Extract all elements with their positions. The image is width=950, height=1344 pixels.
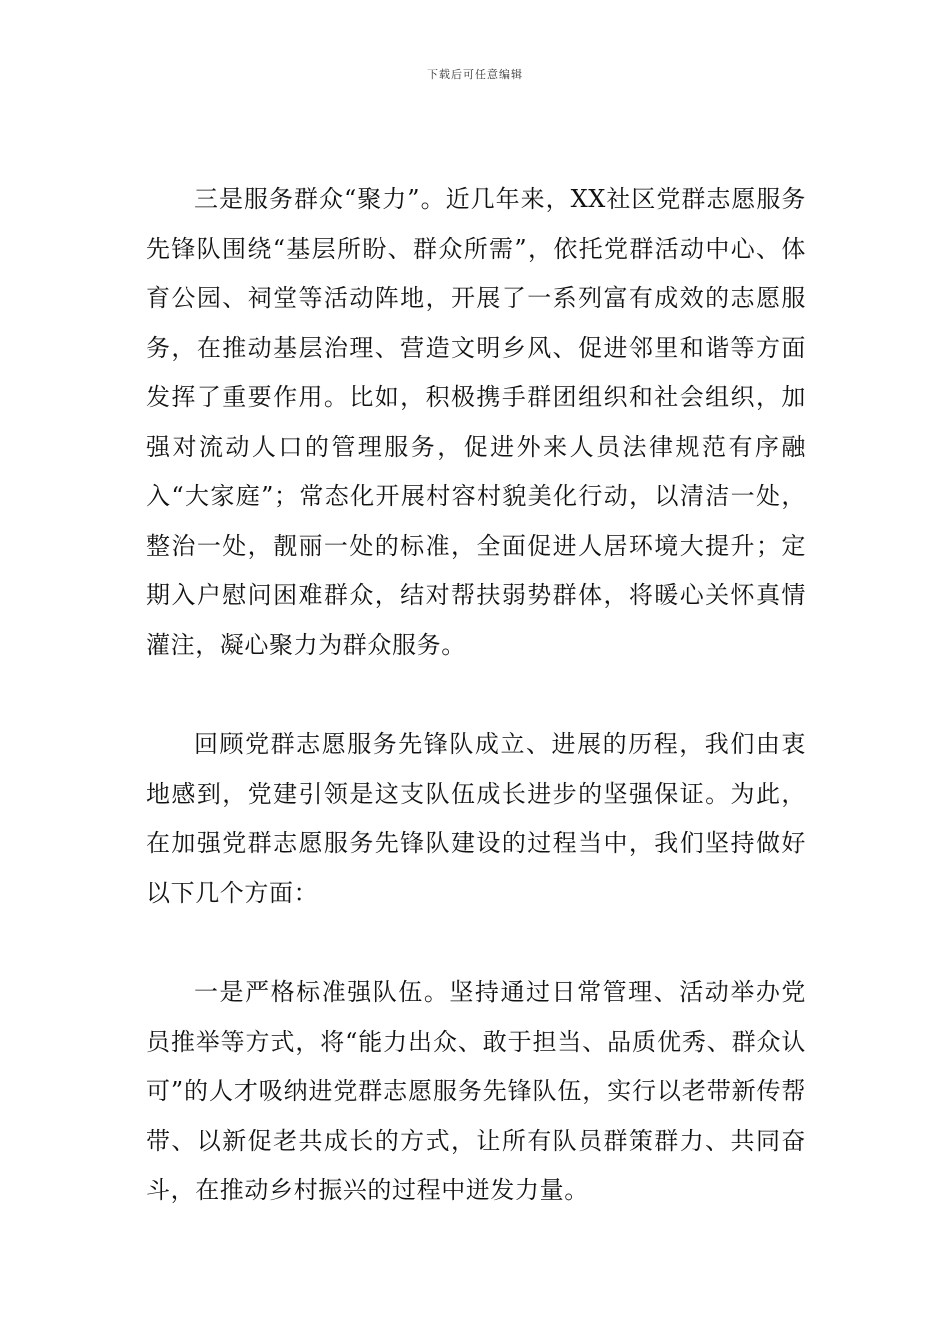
paragraph-review: 回顾党群志愿服务先锋队成立、进展的历程，我们由衷地感到，党建引领是这支队伍成长进步的坚强保证。为此，在加强党群志愿服务先锋队建设的过程当中，我们坚持做好以下几个方面： xyxy=(146,730,806,907)
document-body xyxy=(146,175,806,1266)
page-header-note: 下载后可任意编辑 xyxy=(427,68,523,81)
paragraph-service-masses: 三是服务群众“聚力”。近几年来，XX社区党群志愿服务先锋队围绕“基层所盼、群众所需”，依托党群活动中心、体育公园、祠堂等活动阵地，开展了一系列富有成效的志愿服务，在推动基层治理、营造文明乡风、促进邻里和谐等方面发挥了重要作用。比如，积极携手群团组织和社会组织，加强对流动人口的管理服务，促进外来人员法律规范有序融入“大家庭”；常态化开展村容村貌美化行动，以清洁一处，整治一处，靓丽一处的标准，全面促进人居环境大提升；定期入户慰问困难群众，结对帮扶弱势群体，将暖心关怀真情灌注，凝心聚力为群众服务。 xyxy=(146,185,806,659)
paragraph-strict-standards: 一是严格标准强队伍。坚持通过日常管理、活动举办党员推举等方式，将“能力出众、敢于担当、品质优秀、群众认可”的人才吸纳进党群志愿服务先锋队伍，实行以老带新传帮带、以新促老共成长的方式，让所有队员群策群力、共同奋斗，在推动乡村振兴的过程中迸发力量。 xyxy=(146,978,806,1204)
